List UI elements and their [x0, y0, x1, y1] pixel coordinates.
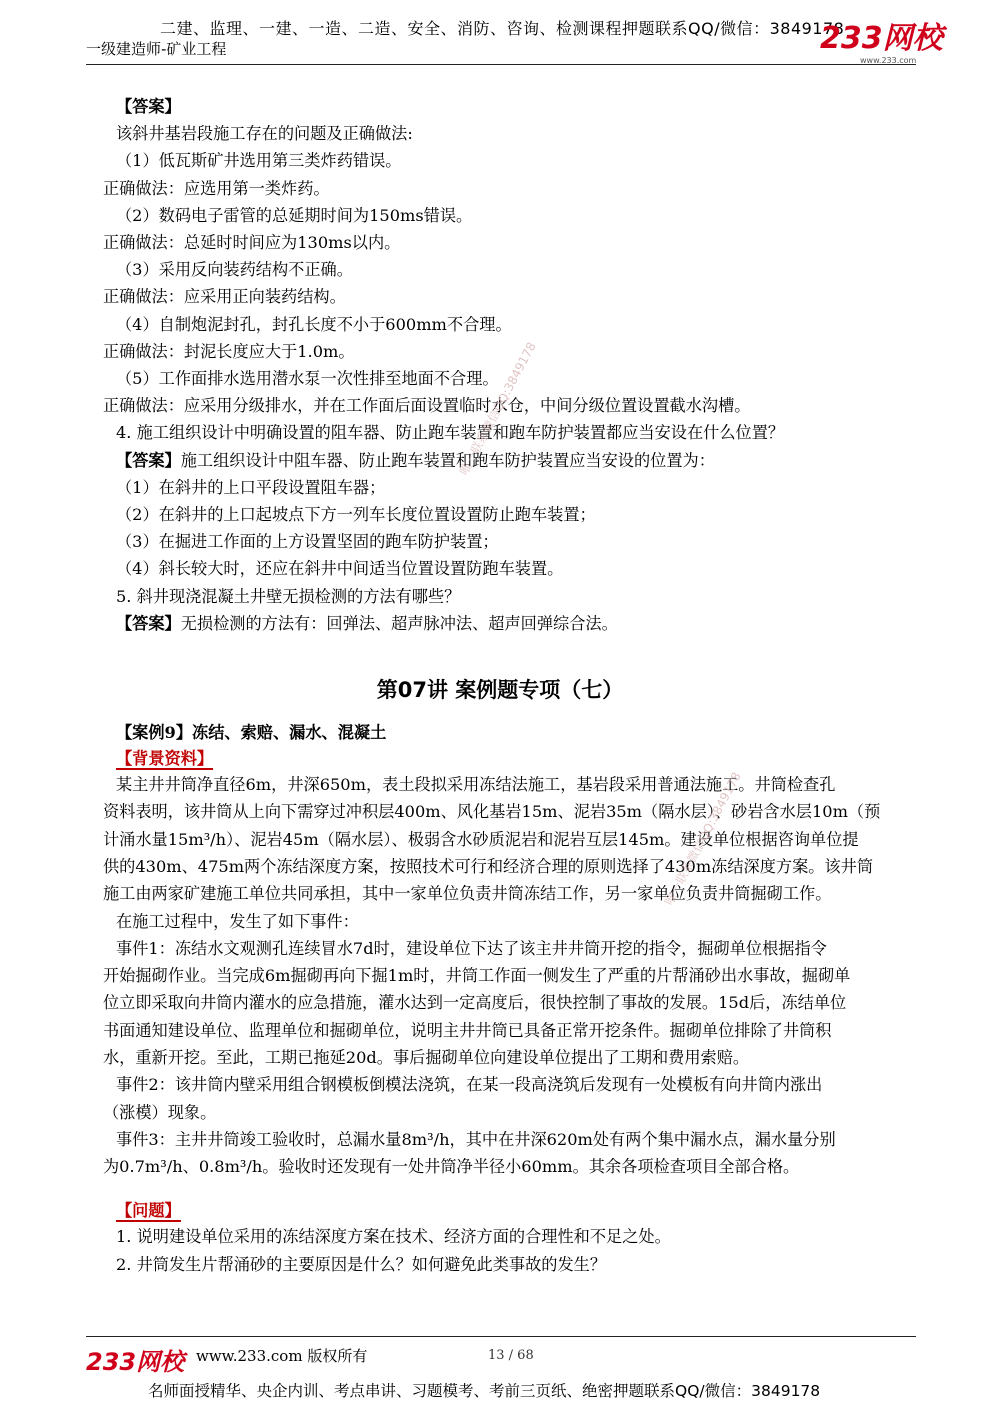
line-text: 正确做法：封泥长度应大于1.0m。: [103, 341, 355, 361]
question-tag: [116, 1198, 181, 1224]
text-line: [116, 121, 413, 147]
text-line: [116, 203, 472, 229]
text-line: [103, 393, 751, 419]
text-line: [103, 799, 880, 825]
text-line: [116, 148, 402, 174]
line-text: （1）低瓦斯矿井选用第三类炸药错误。: [116, 151, 402, 171]
footer-logo: 233网校: [86, 1348, 185, 1376]
brand-logo-url: www.233.com: [860, 56, 917, 65]
text-line: [116, 475, 385, 501]
header-subtitle: 一级建造师-矿业工程: [86, 40, 227, 58]
text-line: [103, 1154, 799, 1180]
line-text: （3）在掘进工作面的上方设置坚固的跑车防护装置；: [116, 532, 499, 552]
line-text: 正确做法：应采用分级排水，并在工作面后面设置临时水仓，中间分级位置设置截水沟槽。: [103, 396, 751, 416]
answer-label: 【答案】: [116, 450, 181, 470]
line-text: 资料表明，该井筒从上向下需穿过冲积层400m、风化基岩15m、泥岩35m（隔水层）、砂岩含水层10m（预: [103, 802, 881, 822]
line-text: （2）数码电子雷管的总延期时间为150ms错误。: [116, 205, 473, 225]
line-text: 事件2：该井筒内壁采用组合钢模板倒模法浇筑，在某一段高浇筑后发现有一处模板有向井筒内涨出: [116, 1075, 823, 1095]
line-text: 该斜井基岩段施工存在的问题及正确做法:: [116, 124, 413, 144]
line-text: 正确做法：应选用第一类炸药。: [103, 178, 330, 198]
text-line: [116, 94, 181, 120]
line-text: （3）采用反向装药结构不正确。: [116, 260, 353, 280]
line-text: （2）在斜井的上口起坡点下方一列车长度位置设置防止跑车装置；: [116, 505, 596, 524]
section-heading: 第07讲 案例题专项（七）: [376, 678, 624, 702]
text-line: [116, 1127, 836, 1153]
text-line: [103, 284, 346, 310]
text-line: [116, 420, 784, 446]
header-banner: 二建、监理、一建、一造、二造、安全、消防、咨询、检测课程押题联系QQ/微信：3849178: [160, 19, 845, 38]
header-divider: [86, 64, 916, 65]
line-text: 2. 井筒发生片帮涌砂的主要原因是什么？如何避免此类事故的发生？: [116, 1254, 607, 1274]
text-line: [103, 854, 873, 880]
line-text: 正确做法：总延时时间应为130ms以内。: [103, 233, 401, 252]
watermark: 唯一联系微信QQ:3849178: [661, 769, 744, 908]
background-tag: [116, 746, 213, 772]
footer-banner: 名师面授精华、央企内训、考点串讲、习题模考、考前三页纸、绝密押题联系QQ/微信：3849178: [148, 1382, 821, 1400]
footer-copyright: www.233.com 版权所有: [196, 1347, 368, 1365]
line-text: 4. 施工组织设计中明确设置的阻车器、防止跑车装置和跑车防护装置都应当安设在什么位置？: [116, 423, 785, 443]
line-text: 书面通知建设单位、监理单位和掘砌单位，说明主井井筒已具备正常开挖条件。掘砌单位排除了井筒积: [103, 1020, 832, 1040]
line-text: 为0.7m³/h、0.8m³/h。验收时还发现有一处井筒净半径小60mm。其余各项检查项目全部合格。: [103, 1157, 800, 1177]
text-line: [103, 339, 355, 365]
text-line: [116, 584, 460, 610]
text-line: [103, 176, 330, 202]
text-line: [116, 529, 499, 555]
text-line: [103, 827, 859, 853]
text-line: [116, 556, 563, 582]
text-line: [116, 312, 512, 338]
text-line: [116, 1072, 822, 1098]
text-line: [116, 1252, 606, 1278]
line-text: 在施工过程中，发生了如下事件：: [116, 911, 359, 931]
line-text: 某主井井筒净直径6m，井深650m，表土段拟采用冻结法施工，基岩段采用普通法施工。井筒检查孔: [116, 775, 836, 794]
text-line: [103, 230, 400, 256]
line-text: 开始掘砌作业。当完成6m掘砌再向下掘1m时，井筒工作面一侧发生了严重的片帮涌砂出水事故，掘砌单: [103, 966, 851, 986]
text-line: [103, 1100, 216, 1126]
line-text: （1）在斜井的上口平段设置阻车器；: [116, 477, 386, 497]
line-text: 5. 斜井现浇混凝土井壁无损检测的方法有哪些？: [116, 586, 461, 606]
line-text: 施工由两家矿建施工单位共同承担，其中一家单位负责井筒冻结工作，另一家单位负责井筒掘砌工作。: [103, 884, 832, 904]
text-line: [116, 1224, 671, 1250]
line-text: （4）斜长较大时，还应在斜井中间适当位置设置防跑车装置。: [116, 559, 564, 579]
line-text: 水，重新开挖。至此，工期已拖延20d。事后掘砌单位向建设单位提出了工期和费用索赔。: [103, 1048, 750, 1067]
line-text: 1. 说明建设单位采用的冻结深度方案在技术、经济方面的合理性和不足之处。: [116, 1227, 671, 1246]
text-line: [103, 1045, 749, 1071]
line-text: 位立即采取向井筒内灌水的应急措施，灌水达到一定高度后，很快控制了事故的发展。15d后，冻结单位: [103, 993, 847, 1013]
text-line: [103, 1018, 831, 1044]
line-text: （5）工作面排水选用潜水泵一次性排至地面不合理。: [116, 369, 499, 388]
question-tag-label: 【问题】: [116, 1201, 181, 1220]
line-text: （涨模）现象。: [103, 1102, 217, 1122]
watermark: 唯一联系微信QQ:3849178: [456, 339, 539, 478]
line-text: 供的430m、475m两个冻结深度方案，按照技术可行和经济合理的原则选择了430m冻结深度方案。该井筒: [103, 856, 874, 876]
text-line: [103, 881, 831, 907]
line-text: 【答案】: [116, 97, 181, 116]
page-number: 13 / 68: [488, 1348, 534, 1363]
text-line: [116, 502, 596, 528]
text-line: [116, 257, 353, 283]
text-line: [116, 366, 499, 392]
line-text: 施工组织设计中阻车器、防止跑车装置和跑车防护装置应当安设的位置为：: [180, 450, 715, 470]
line-text: 正确做法：应采用正向装药结构。: [103, 287, 346, 307]
text-line: [103, 990, 846, 1016]
line-text: 事件3：主井井筒竣工验收时，总漏水量8m³/h，其中在井深620m处有两个集中漏水点，漏水量分别: [116, 1129, 836, 1149]
line-text: 无损检测的方法有：回弹法、超声脉冲法、超声回弹综合法。: [180, 613, 618, 633]
answer-label: 【答案】: [116, 613, 181, 633]
case-title: 【案例9】冻结、索赔、漏水、混凝土: [116, 723, 387, 742]
background-tag-label: 【背景资料】: [116, 749, 214, 768]
brand-logo: 233网校: [820, 21, 943, 56]
footer-divider: [86, 1336, 916, 1337]
text-line: [116, 909, 359, 935]
line-text: （4）自制炮泥封孔，封孔长度不小于600mm不合理。: [116, 314, 512, 334]
line-text: 计涌水量15m³/h）、泥岩45m（隔水层）、极弱含水砂质泥岩和泥岩互层145m。建设单位根据咨询单位提: [103, 829, 859, 849]
text-line: [116, 936, 827, 962]
line-text: 事件1：冻结水文观测孔连续冒水7d时，建设单位下达了该主井井筒开挖的指令，掘砌单位根据指令: [116, 938, 827, 958]
text-line: [116, 448, 715, 474]
text-line: [116, 611, 618, 637]
text-line: [103, 963, 850, 989]
